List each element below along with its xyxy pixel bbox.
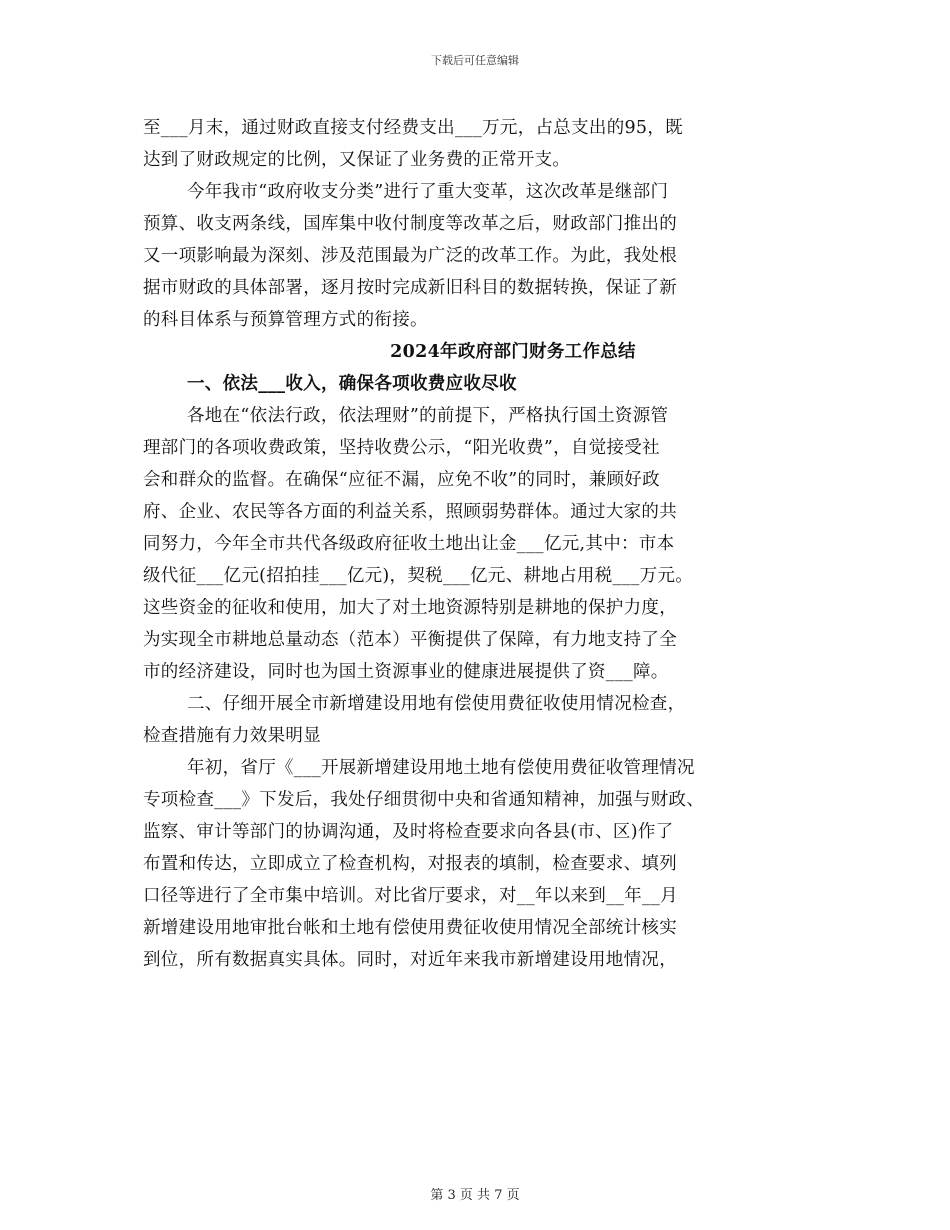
paragraph-line: 各地在“依法行政，依法理财”的前提下，严格执行国土资源管 [187, 406, 669, 426]
paragraph-line: 预算、收支两条线，国库集中收付制度等改革之后，财政部门推出的 [143, 214, 677, 234]
page-number: 第 3 页 共 7 页 [430, 1188, 520, 1203]
paragraph-line: 年初，省厅《___开展新增建设用地土地有偿使用费征收管理情况 [187, 758, 695, 778]
paragraph-line: 又一项影响最为深刻、涉及范围最为广泛的改革工作。为此，我处根 [143, 246, 677, 266]
paragraph-line: 为实现全市耕地总量动态（范本）平衡提供了保障，有力地支持了全 [143, 630, 677, 650]
paragraph-line: 监察、审计等部门的协调沟通，及时将检查要求向各县(市、区)作了 [143, 822, 674, 842]
paragraph-line: 布置和传达，立即成立了检查机构，对报表的填制，检查要求、填列 [143, 854, 677, 874]
paragraph-line: 今年我市“政府收支分类”进行了重大变革，这次改革是继部门 [187, 182, 669, 202]
subheading: 一、依法___收入，确保各项收费应收尽收 [187, 374, 517, 394]
paragraph-line: 市的经济建设，同时也为国土资源事业的健康进展提供了资___障。 [143, 662, 669, 682]
paragraph-line: 新增建设用地审批台帐和土地有偿使用费征收使用情况全部统计核实 [143, 918, 677, 938]
section-heading-line: 检查措施有力效果明显 [143, 726, 321, 746]
paragraph-line: 同努力，今年全市共代各级政府征收土地出让金___亿元,其中：市本 [143, 534, 675, 554]
section-title: 2024年政府部门财务工作总结 [390, 342, 636, 362]
paragraph-line: 专项检查___》下发后，我处仔细贯彻中央和省通知精神，加强与财政、 [143, 790, 705, 810]
header-note: 下载后可任意编辑 [431, 54, 519, 67]
paragraph-line: 口径等进行了全市集中培训。对比省厅要求，对__年以来到__年__月 [143, 886, 678, 906]
document-body [143, 112, 823, 976]
paragraph-line: 级代征___亿元(招拍挂___亿元)，契税___亿元、耕地占用税___万元。 [143, 566, 694, 586]
paragraph-line: 的科目体系与预算管理方式的衔接。 [143, 310, 428, 330]
paragraph-line: 这些资金的征收和使用，加大了对土地资源特别是耕地的保护力度， [143, 598, 677, 618]
paragraph-line: 府、企业、农民等各方面的利益关系，照顾弱势群体。通过大家的共 [143, 502, 677, 522]
paragraph-line: 据市财政的具体部署，逐月按时完成新旧科目的数据转换，保证了新 [143, 278, 677, 298]
paragraph-line: 到位，所有数据真实具体。同时，对近年来我市新增建设用地情况， [143, 950, 677, 970]
section-heading-line: 二、仔细开展全市新增建设用地有偿使用费征收使用情况检查， [187, 694, 686, 714]
paragraph-line: 达到了财政规定的比例，又保证了业务费的正常开支。 [143, 150, 571, 170]
paragraph-line: 会和群众的监督。在确保“应征不漏，应免不收”的同时，兼顾好政 [143, 470, 660, 490]
paragraph-line: 理部门的各项收费政策，坚持收费公示，“阳光收费”，自觉接受社 [143, 438, 660, 458]
paragraph-line: 至___月末，通过财政直接支付经费支出___万元，占总支出的95，既 [143, 118, 683, 138]
